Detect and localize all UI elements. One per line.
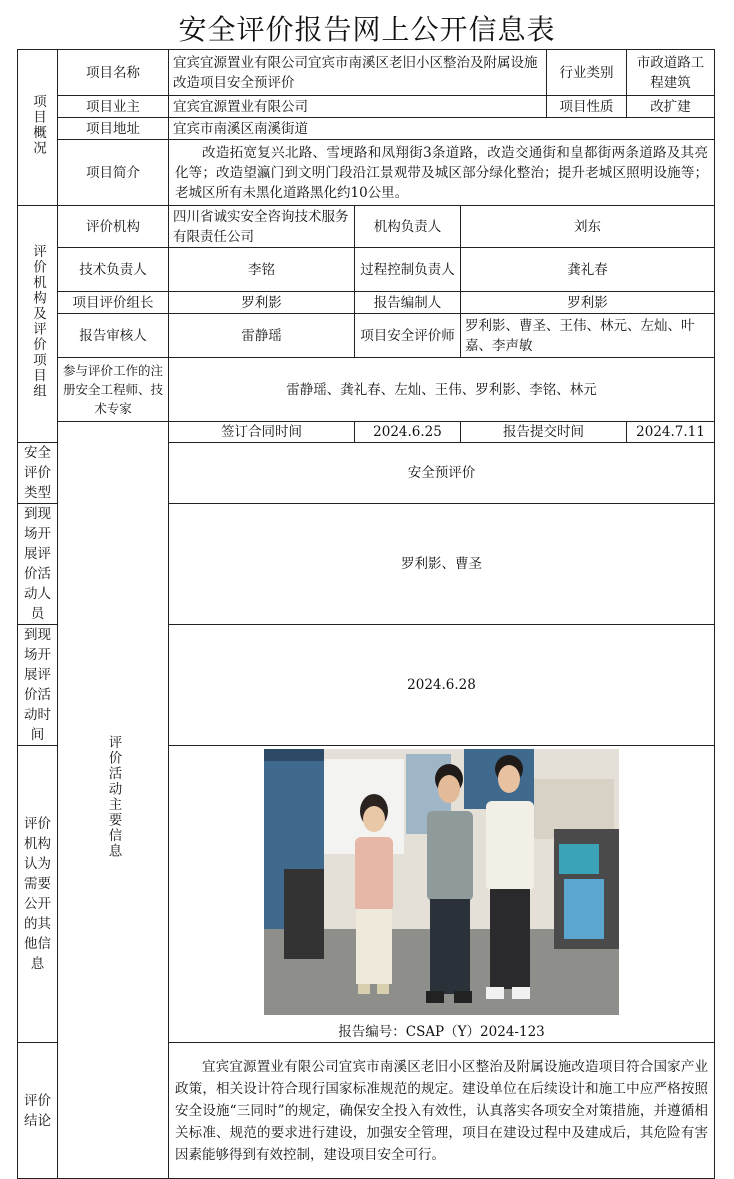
site-people-value: 罗利影、曹圣 bbox=[169, 504, 715, 625]
owner-label: 项目业主 bbox=[58, 96, 169, 118]
industry-label: 行业类别 bbox=[547, 50, 627, 96]
report-number: 报告编号：CSAP（Y）2024-123 bbox=[338, 1024, 545, 1040]
site-visit-photo bbox=[264, 749, 619, 1015]
assessor-value: 罗利影、曹圣、王伟、林元、左灿、叶嘉、李声敏 bbox=[461, 314, 715, 358]
intro-value: 改造拓宽复兴北路、雪埂路和凤翔街3条道路，改造交通街和皇都街两条道路及其亮化等；改造望瀛门到文明门段沿江景观带及城区部分绿化整治；提升老城区照明设施等；老城区所有未黑化道路黑化约10公里。 bbox=[169, 140, 715, 206]
reviewer-value: 雷静瑶 bbox=[169, 314, 355, 358]
project-name-label: 项目名称 bbox=[58, 50, 169, 96]
reviewer-label: 报告审核人 bbox=[58, 314, 169, 358]
other-info-label: 评价机构认为需要公开的其他信息 bbox=[18, 746, 58, 1043]
nature-value: 改扩建 bbox=[627, 96, 715, 118]
submit-date-label: 报告提交时间 bbox=[461, 422, 627, 443]
group-leader-label: 项目评价组长 bbox=[58, 292, 169, 314]
eval-type-label: 安全评价类型 bbox=[18, 443, 58, 504]
org-head-label: 机构负责人 bbox=[355, 206, 461, 248]
org-head-value: 刘东 bbox=[461, 206, 715, 248]
tech-head-value: 李铭 bbox=[169, 248, 355, 292]
group-leader-value: 罗利影 bbox=[169, 292, 355, 314]
report-writer-label: 报告编制人 bbox=[355, 292, 461, 314]
section-agency: 评价机构及评价项目组 bbox=[18, 206, 58, 443]
project-name-value: 宜宾宜源置业有限公司宜宾市南溪区老旧小区整治及附属设施改造项目安全预评价 bbox=[169, 50, 547, 96]
experts-value: 雷静瑶、龚礼春、左灿、王伟、罗利影、李铭、林元 bbox=[169, 358, 715, 422]
process-head-label: 过程控制负责人 bbox=[355, 248, 461, 292]
address-label: 项目地址 bbox=[58, 118, 169, 140]
conclusion-value: 宜宾宜源置业有限公司宜宾市南溪区老旧小区整治及附属设施改造项目符合国家产业政策，相关设计符合现行国家标准规范的规定。建设单位在后续设计和施工中应严格按照安全设施“三同时”的规定，确保安全投入有效性，认真落实各项安全对策措施，并遵循相关标准、规范的要求进行建设，加强安全管理，项目在建设过程中及建成后，其危险有害因素能够得到有效控制，建设项目安全可行。 bbox=[169, 1043, 715, 1179]
report-writer-value: 罗利影 bbox=[461, 292, 715, 314]
other-info-cell bbox=[169, 746, 715, 1043]
site-time-label: 到现场开展评价活动时间 bbox=[18, 625, 58, 746]
page-title: 安全评价报告网上公开信息表 bbox=[178, 13, 556, 46]
section-overview: 项目概况 bbox=[18, 50, 58, 206]
conclusion-label: 评价结论 bbox=[18, 1043, 58, 1179]
nature-label: 项目性质 bbox=[547, 96, 627, 118]
process-head-value: 龚礼春 bbox=[461, 248, 715, 292]
site-people-label: 到现场开展评价活动人员 bbox=[18, 504, 58, 625]
industry-value: 市政道路工程建筑 bbox=[627, 50, 715, 96]
site-time-value: 2024.6.28 bbox=[169, 625, 715, 746]
submit-date-value: 2024.7.11 bbox=[627, 422, 715, 443]
org-value: 四川省诚实安全咨询技术服务有限责任公司 bbox=[169, 206, 355, 248]
intro-label: 项目简介 bbox=[58, 140, 169, 206]
contract-date-label: 签订合同时间 bbox=[169, 422, 355, 443]
tech-head-label: 技术负责人 bbox=[58, 248, 169, 292]
address-value: 宜宾市南溪区南溪街道 bbox=[169, 118, 715, 140]
experts-label: 参与评价工作的注册安全工程师、技术专家 bbox=[58, 358, 169, 422]
assessor-label: 项目安全评价师 bbox=[355, 314, 461, 358]
owner-value: 宜宾宜源置业有限公司 bbox=[169, 96, 547, 118]
section-activity: 评价活动主要信息 bbox=[58, 422, 169, 1179]
eval-type-value: 安全预评价 bbox=[169, 443, 715, 504]
org-label: 评价机构 bbox=[58, 206, 169, 248]
contract-date-value: 2024.6.25 bbox=[355, 422, 461, 443]
